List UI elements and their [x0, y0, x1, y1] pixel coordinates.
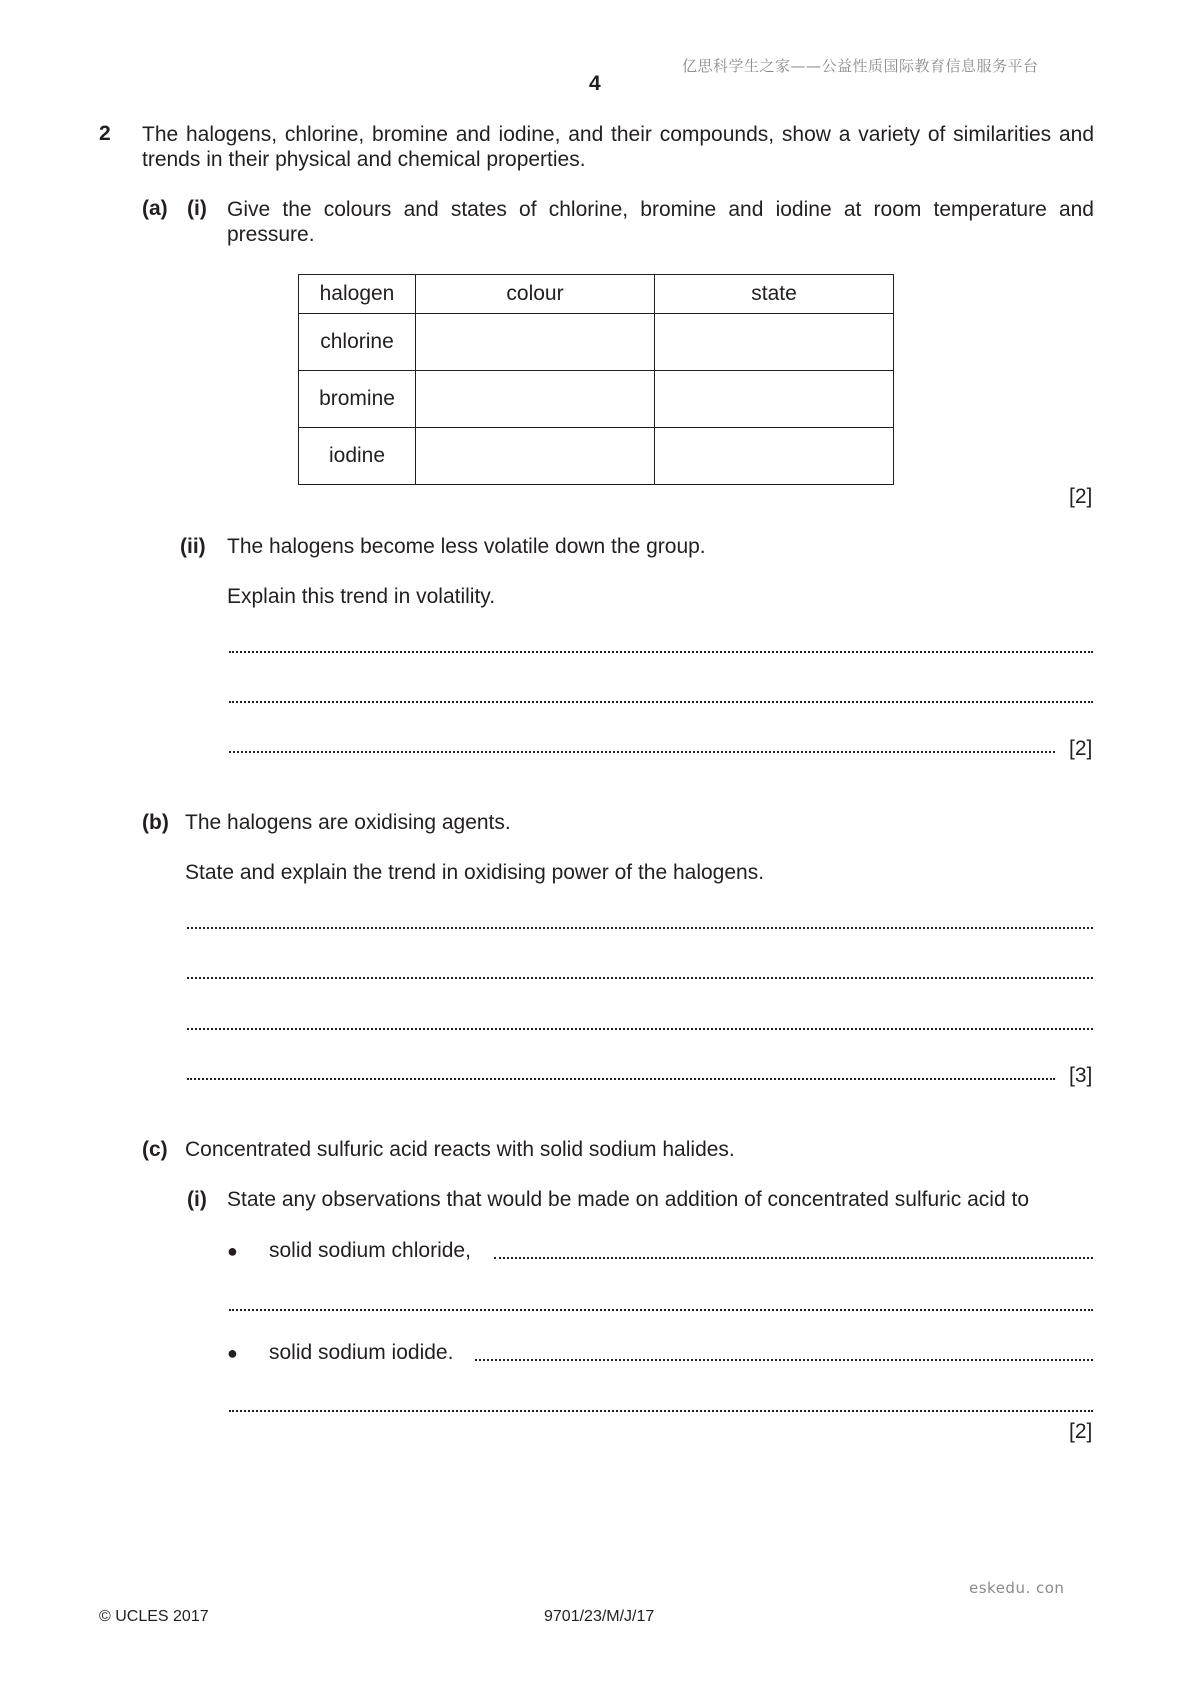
table-cell-state-answer[interactable] — [655, 314, 894, 371]
halogen-table — [298, 274, 894, 485]
part-a-i-marks: [2] — [1069, 485, 1093, 508]
part-c-text: Concentrated sulfuric acid reacts with solid sodium halides. — [185, 1138, 735, 1161]
part-a-ii-text: The halogens become less volatile down the group. — [227, 535, 706, 558]
table-cell-state-answer[interactable] — [655, 371, 894, 428]
table-header-state: state — [655, 275, 894, 314]
answer-line[interactable] — [229, 751, 1055, 753]
answer-line[interactable] — [229, 1309, 1093, 1311]
table-cell-halogen: iodine — [299, 428, 416, 485]
table-cell-state-answer[interactable] — [655, 428, 894, 485]
part-a-ii-label: (ii) — [180, 535, 206, 558]
table-cell-colour-answer[interactable] — [416, 371, 655, 428]
answer-line[interactable] — [187, 977, 1093, 979]
answer-line[interactable] — [187, 1078, 1055, 1080]
footer-copyright: © UCLES 2017 — [99, 1608, 209, 1625]
answer-line[interactable] — [229, 1410, 1093, 1412]
answer-line[interactable] — [229, 701, 1093, 703]
part-a-i-label: (i) — [187, 197, 207, 220]
table-cell-colour-answer[interactable] — [416, 428, 655, 485]
page-number: 4 — [589, 72, 601, 95]
part-a-label: (a) — [142, 197, 168, 220]
part-b-label: (b) — [142, 811, 169, 834]
table-row — [299, 428, 894, 485]
answer-line[interactable] — [187, 1028, 1093, 1030]
table-row — [299, 314, 894, 371]
part-c-marks: [2] — [1069, 1420, 1093, 1443]
question-intro: The halogens, chlorine, bromine and iodine, and their compounds, show a variety of similarities and trends in their physical and chemical properties. — [142, 123, 1094, 171]
part-a-ii-prompt: Explain this trend in volatility. — [227, 585, 496, 608]
answer-line[interactable] — [187, 927, 1093, 929]
answer-line[interactable] — [494, 1257, 1093, 1259]
part-a-i-text: Give the colours and states of chlorine, bromine and iodine at room temperature and pressure. — [227, 198, 1094, 246]
table-cell-colour-answer[interactable] — [416, 314, 655, 371]
table-header-halogen: halogen — [299, 275, 416, 314]
table-row — [299, 371, 894, 428]
table-header-row — [299, 275, 894, 314]
part-b-marks: [3] — [1069, 1064, 1093, 1087]
table-cell-halogen: bromine — [299, 371, 416, 428]
bullet-text-iodide: solid sodium iodide. — [269, 1341, 454, 1364]
part-c-i-label: (i) — [187, 1188, 207, 1211]
answer-line[interactable] — [229, 651, 1093, 653]
part-b-text: The halogens are oxidising agents. — [185, 811, 511, 834]
bullet-icon: ● — [227, 1241, 238, 1261]
part-c-i-text: State any observations that would be made on addition of concentrated sulfuric acid to — [227, 1188, 1029, 1211]
bullet-text-chloride: solid sodium chloride, — [269, 1239, 471, 1262]
part-b-prompt: State and explain the trend in oxidising power of the halogens. — [185, 861, 765, 884]
question-number: 2 — [99, 122, 111, 145]
part-a-ii-marks: [2] — [1069, 737, 1093, 760]
part-c-label: (c) — [142, 1138, 168, 1161]
header-watermark: 亿思科学生之家——公益性质国际教育信息服务平台 — [682, 57, 1039, 75]
bullet-icon: ● — [227, 1343, 238, 1363]
footer-paper-code: 9701/23/M/J/17 — [544, 1608, 655, 1625]
footer-watermark: eskedu. con — [969, 1579, 1065, 1597]
table-cell-halogen: chlorine — [299, 314, 416, 371]
answer-line[interactable] — [475, 1359, 1093, 1361]
table-header-colour: colour — [416, 275, 655, 314]
